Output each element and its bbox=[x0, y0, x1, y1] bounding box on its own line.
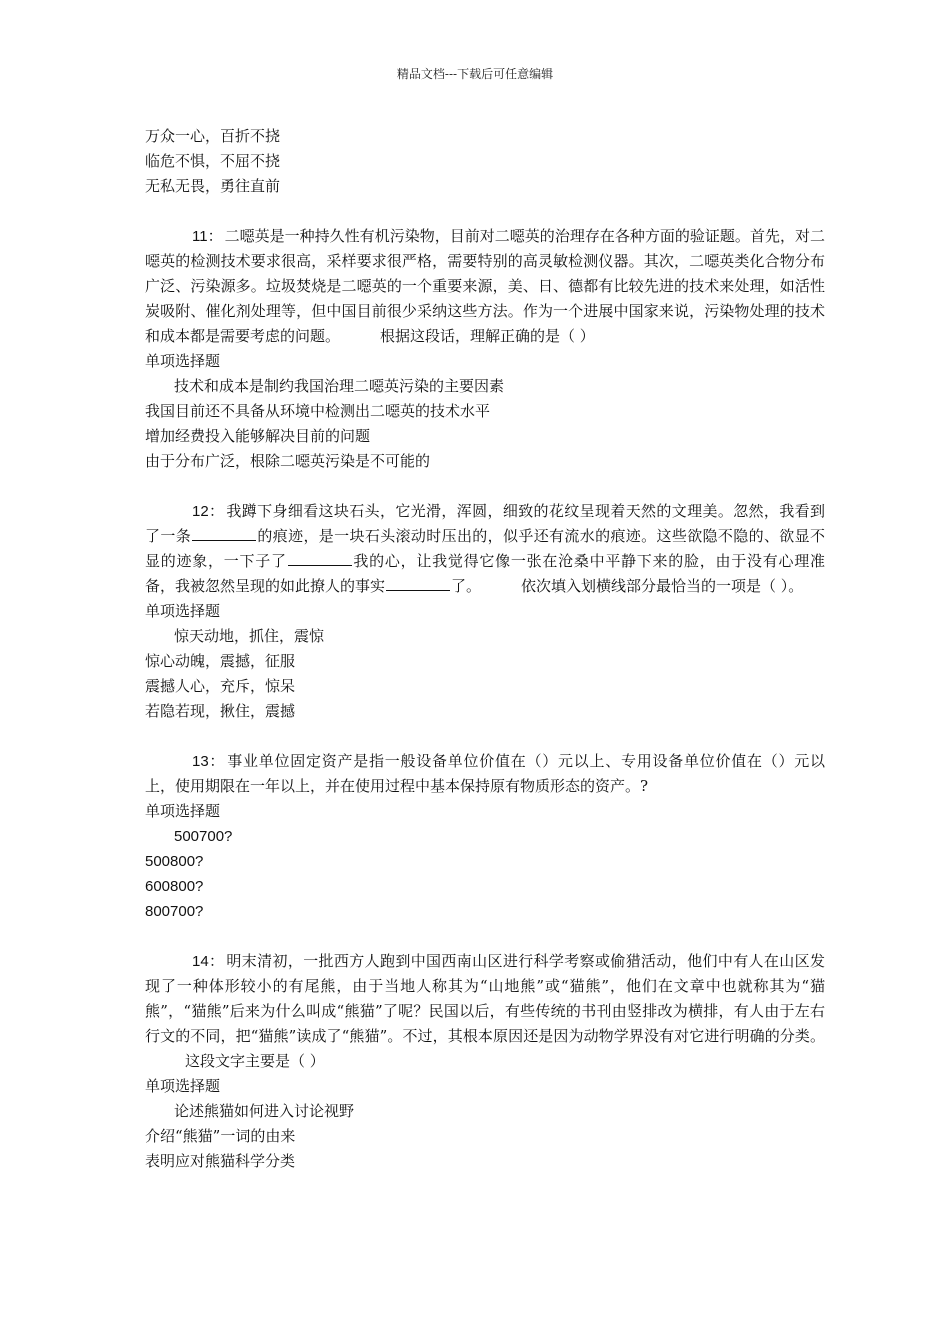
question-14-option-3[interactable]: 表明应对熊猫科学分类 bbox=[145, 1152, 296, 1170]
question-12-type: 单项选择题 bbox=[145, 602, 221, 620]
question-12-part-1: 我蹲下身细看这块石头，它光滑，浑圆，细致的花纹呈现着天然的文理美。忽然，我看到了一条 bbox=[145, 502, 825, 545]
question-11-prompt: 根据这段话，理解正确的是（ ） bbox=[380, 327, 595, 345]
question-14-text bbox=[145, 949, 825, 1074]
page-header: 精品文档---下载后可任意编辑 bbox=[396, 67, 554, 81]
question-12-part-3: 我的心，让我觉得它像一张在沧桑中平静下来的脸，由于没有心理准备，我被忽然呈现的如此撩人的事实 bbox=[145, 552, 825, 595]
question-11-type: 单项选择题 bbox=[145, 352, 221, 370]
question-13-number: 13： bbox=[192, 753, 226, 770]
question-12-option-3[interactable]: 震撼人心，充斥，惊呆 bbox=[145, 677, 296, 695]
question-12-text bbox=[145, 499, 825, 599]
question-13-text bbox=[145, 749, 825, 799]
question-11-option-4[interactable]: 由于分布广泛，根除二噁英污染是不可能的 bbox=[145, 452, 431, 470]
question-13-body: 事业单位固定资产是指一般设备单位价值在（）元以上、专用设备单位价值在（）元以上，使用期限在一年以上，并在使用过程中基本保持原有物质形态的资产。? bbox=[145, 752, 825, 795]
question-12-part-4: 了。 bbox=[451, 577, 482, 595]
question-11-option-1[interactable]: 技术和成本是制约我国治理二噁英污染的主要因素 bbox=[174, 377, 505, 395]
question-14-prompt: 这段文字主要是（ ） bbox=[185, 1052, 325, 1070]
question-13-option-3[interactable]: 600800? bbox=[145, 878, 204, 895]
question-11-number: 11： bbox=[192, 228, 223, 245]
question-11-text bbox=[145, 224, 825, 349]
question-11-option-2[interactable]: 我国目前还不具备从环境中检测出二噁英的技术水平 bbox=[145, 402, 491, 420]
question-13-option-1[interactable]: 500700? bbox=[174, 828, 233, 845]
question-14-number: 14： bbox=[192, 953, 225, 970]
question-13-type: 单项选择题 bbox=[145, 802, 221, 820]
question-13-option-4[interactable]: 800700? bbox=[145, 903, 204, 920]
question-12-option-2[interactable]: 惊心动魄，震撼，征服 bbox=[145, 652, 296, 670]
intro-line-3: 无私无畏，勇往直前 bbox=[145, 177, 281, 195]
question-12-option-1[interactable]: 惊天动地，抓住，震惊 bbox=[174, 627, 325, 645]
question-12-option-4[interactable]: 若隐若现，揪住，震撼 bbox=[145, 702, 296, 720]
fill-blank-1 bbox=[192, 525, 256, 541]
question-12-prompt: 依次填入划横线部分最恰当的一项是（ ）。 bbox=[521, 577, 804, 595]
question-12-number: 12： bbox=[192, 503, 225, 520]
document-body bbox=[145, 124, 825, 1174]
question-11-body: 二噁英是一种持久性有机污染物，目前对二噁英的治理存在各种方面的验证题。首先，对二噁英的检测技术要求很高，采样要求很严格，需要特别的高灵敏检测仪器。其次，二噁英类化合物分布广泛、污染源多。垃圾焚烧是二噁英的一个重要来源，美、日、德都有比较先进的技术来处理，如活性炭吸附、催化剂处理等，但中国目前很少采纳这些方法。作为一个进展中国家来说，污染物处理的技术和成本都是需要考虑的问题。 bbox=[145, 227, 825, 345]
question-14-type: 单项选择题 bbox=[145, 1077, 221, 1095]
fill-blank-2 bbox=[288, 550, 352, 566]
question-14-option-2[interactable]: 介绍“熊猫”一词的由来 bbox=[145, 1127, 296, 1145]
question-13-option-2[interactable]: 500800? bbox=[145, 853, 204, 870]
intro-line-1: 万众一心，百折不挠 bbox=[145, 127, 281, 145]
question-11-option-3[interactable]: 增加经费投入能够解决目前的问题 bbox=[145, 427, 371, 445]
question-12-part-2: 的痕迹，是一块石头滚动时压出的，似乎还有流水的痕迹。这些欲隐不隐的、欲显不显的迹象，一下子了 bbox=[145, 527, 825, 570]
question-14-option-1[interactable]: 论述熊猫如何进入讨论视野 bbox=[174, 1102, 355, 1120]
question-14-body: 明末清初，一批西方人跑到中国西南山区进行科学考察或偷猎活动，他们中有人在山区发现了一种体形较小的有尾熊，由于当地人称其为“山地熊”或“猫熊”，他们在文章中也就称其为“猫熊”，“猫熊”后来为什么叫成“熊猫”了呢？民国以后，有些传统的书刊由竖排改为横排，有人由于左右行文的不同，把“猫熊”读成了“熊猫”。不过，其根本原因还是因为动物学界没有对它进行明确的分类。 bbox=[145, 952, 825, 1045]
fill-blank-3 bbox=[386, 575, 450, 591]
intro-line-2: 临危不惧，不屈不挠 bbox=[145, 152, 281, 170]
